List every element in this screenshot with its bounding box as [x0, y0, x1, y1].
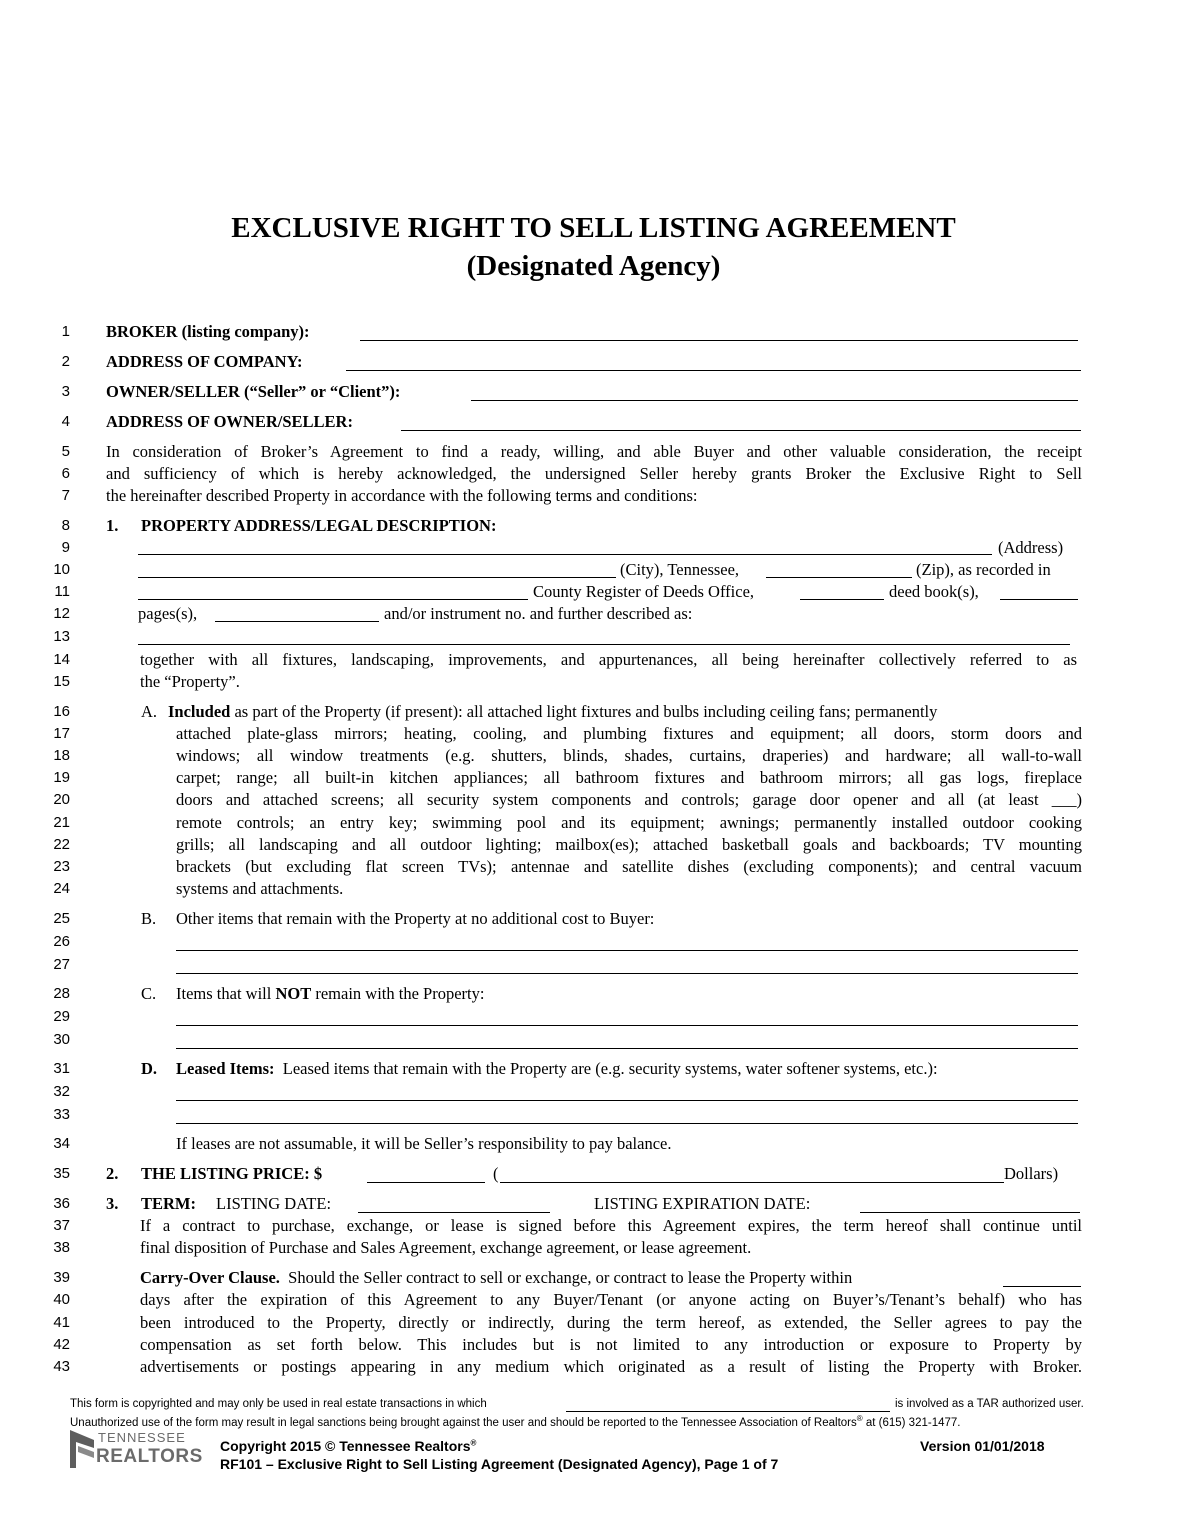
item-c-field[interactable]	[176, 1048, 1078, 1049]
listing-price-label: THE LISTING PRICE: $	[141, 1164, 323, 1183]
together-line: the “Property”.	[140, 672, 240, 691]
section-1-number: 1.	[106, 516, 119, 535]
line-number: 14	[53, 651, 70, 668]
owner-address-field[interactable]	[401, 430, 1081, 431]
footer-version: Version 01/01/2018	[920, 1438, 1045, 1454]
item-d-letter: D.	[141, 1059, 158, 1078]
line-number: 16	[53, 703, 70, 720]
line-number: 21	[53, 814, 70, 831]
deed-book-label: deed book(s),	[889, 582, 979, 601]
listing-date-label: LISTING DATE:	[216, 1194, 332, 1213]
carry-over-label: Carry-Over Clause.	[140, 1268, 280, 1287]
item-b-field[interactable]	[176, 973, 1078, 974]
copyright-text: Copyright 2015 © Tennessee Realtors	[220, 1438, 471, 1454]
address-label: (Address)	[998, 538, 1064, 557]
line-number: 42	[53, 1336, 70, 1353]
item-b-field[interactable]	[176, 950, 1078, 951]
expiration-date-label: LISTING EXPIRATION DATE:	[594, 1194, 811, 1213]
item-a-first-line	[168, 702, 937, 722]
listing-price-words-field[interactable]	[500, 1182, 1004, 1183]
together-line: together with all fixtures, landscaping, improvements, and appurtenances, all being hereinafter collectively referred to as	[140, 650, 1077, 669]
item-b-text: Other items that remain with the Property at no additional cost to Buyer:	[176, 909, 655, 928]
logo-tennessee: TENNESSEE	[98, 1430, 186, 1445]
item-c-text	[176, 984, 484, 1004]
company-address-label: ADDRESS OF COMPANY:	[106, 352, 303, 371]
item-a-line: attached plate-glass mirrors; heating, cooling, and plumbing fixtures and equipment; all doors, storm doors and	[176, 724, 1082, 743]
line-number: 12	[53, 605, 70, 622]
line-number: 38	[53, 1239, 70, 1256]
leased-items-text: Leased items that remain with the Property are (e.g. security systems, water softener systems, etc.):	[282, 1059, 938, 1078]
line-number: 19	[53, 769, 70, 786]
legal-description-field[interactable]	[138, 644, 1070, 645]
section-1-heading: PROPERTY ADDRESS/LEGAL DESCRIPTION:	[141, 516, 497, 535]
listing-date-field[interactable]	[358, 1212, 550, 1213]
intro-line: In consideration of Broker’s Agreement to find a ready, willing, and able Buyer and other valuable consideration, the receipt	[106, 442, 1082, 461]
deed-book-value-field[interactable]	[1000, 599, 1078, 600]
item-c-pre: Items that will	[176, 984, 272, 1003]
footer-form-id: RF101 – Exclusive Right to Sell Listing Agreement (Designated Agency), Page 1 of 7	[220, 1456, 779, 1472]
expiration-date-field[interactable]	[860, 1212, 1080, 1213]
line-number: 30	[53, 1031, 70, 1048]
line-number: 25	[53, 910, 70, 927]
carry-over-line: advertisements or postings appearing in any medium which originated as a result of listing the Property with Broker.	[140, 1357, 1082, 1376]
item-c-not: NOT	[275, 984, 312, 1003]
line-number: 2	[61, 353, 70, 370]
broker-field[interactable]	[360, 340, 1078, 341]
term-label: TERM:	[141, 1194, 196, 1213]
line-number: 1	[61, 323, 70, 340]
line-number: 13	[53, 628, 70, 645]
registered-mark: ®	[856, 1414, 863, 1423]
county-label: County Register of Deeds Office,	[533, 582, 755, 601]
item-a-line: windows; all window treatments (e.g. shutters, blinds, shades, curtains, draperies) and hardware; all wall-to-wall	[176, 746, 1082, 765]
footer-copy-post: is involved as a TAR authorized user.	[895, 1398, 1084, 1410]
item-b-letter: B.	[141, 909, 157, 928]
line-number: 10	[53, 561, 70, 578]
footer-phone: at (615) 321-1477.	[862, 1416, 961, 1429]
owner-address-label: ADDRESS OF OWNER/SELLER:	[106, 412, 353, 431]
intro-line: and sufficiency of which is hereby acknowledged, the undersigned Seller hereby grants Broker the Exclusive Right to Sell	[106, 464, 1082, 483]
item-c-post: remain with the Property:	[315, 984, 485, 1003]
line-number: 4	[61, 413, 70, 430]
line-number: 7	[61, 487, 70, 504]
line-number: 9	[61, 539, 70, 556]
carry-over-line: days after the expiration of this Agreement to any Buyer/Tenant (or anyone acting on Buyer’s/Tenant’s behalf) who has	[140, 1290, 1082, 1309]
line-number: 40	[53, 1291, 70, 1308]
item-c-letter: C.	[141, 984, 157, 1003]
pages-field[interactable]	[215, 621, 379, 622]
line-number: 39	[53, 1269, 70, 1286]
footer-copy-pre: This form is copyrighted and may only be used in real estate transactions in which	[70, 1398, 487, 1410]
instrument-label: and/or instrument no. and further described as:	[384, 604, 693, 623]
realtors-mark-icon	[68, 1428, 98, 1470]
carry-over-line: compensation as set forth below. This includes but is not limited to any introduction or exposure to Property by	[140, 1335, 1082, 1354]
line-number: 35	[53, 1165, 70, 1182]
line-number: 24	[53, 880, 70, 897]
document-subtitle: (Designated Agency)	[466, 250, 721, 282]
line-number: 17	[53, 725, 70, 742]
deed-book-field[interactable]	[800, 599, 884, 600]
item-a-line: systems and attachments.	[176, 879, 344, 898]
registered-mark: ®	[470, 1438, 477, 1448]
line-number: 23	[53, 858, 70, 875]
footer-authorized-user-field[interactable]	[566, 1411, 890, 1412]
line-number: 3	[61, 383, 70, 400]
document-title: EXCLUSIVE RIGHT TO SELL LISTING AGREEMENT	[231, 212, 956, 244]
carry-over-line: been introduced to the Property, directly or indirectly, during the term hereof, as extended, the Seller agrees to pay the	[140, 1313, 1082, 1332]
section-3-number: 3.	[106, 1194, 119, 1213]
line-number: 6	[61, 465, 70, 482]
broker-label: BROKER (listing company):	[106, 322, 310, 341]
line-number: 8	[61, 517, 70, 534]
zip-label: (Zip), as recorded in	[916, 560, 1051, 579]
item-a-line: doors and attached screens; all security system components and controls; garage door opener and all (at least ___)	[176, 790, 1082, 809]
logo-realtors: REALTORS	[96, 1446, 203, 1467]
line-number: 37	[53, 1217, 70, 1234]
city-field[interactable]	[138, 577, 616, 578]
carry-over-first-line	[140, 1268, 852, 1288]
item-d-field[interactable]	[176, 1100, 1078, 1101]
line-number: 15	[53, 673, 70, 690]
line-number: 43	[53, 1358, 70, 1375]
line-number: 18	[53, 747, 70, 764]
item-c-field[interactable]	[176, 1025, 1078, 1026]
section-2-number: 2.	[106, 1164, 119, 1183]
owner-seller-label: OWNER/SELLER (“Seller” or “Client”):	[106, 382, 401, 401]
line-number: 33	[53, 1106, 70, 1123]
zip-field[interactable]	[766, 577, 912, 578]
item-a-line: remote controls; an entry key; swimming pool and its equipment; awnings; permanently installed outdoor cooking	[176, 813, 1082, 832]
line-number: 27	[53, 956, 70, 973]
line-number: 36	[53, 1195, 70, 1212]
company-address-field[interactable]	[346, 370, 1081, 371]
term-body-line: final disposition of Purchase and Sales Agreement, exchange agreement, or lease agreement.	[140, 1238, 752, 1257]
line-number: 41	[53, 1314, 70, 1331]
footer-unauthorized	[70, 1414, 960, 1429]
line-number: 34	[53, 1135, 70, 1152]
footer-unauthorized-text: Unauthorized use of the form may result in legal sanctions being brought against the user and should be reported to the Tennessee Association of Realtors	[70, 1416, 857, 1429]
line-number: 20	[53, 791, 70, 808]
owner-seller-field[interactable]	[471, 400, 1078, 401]
item-a-line: brackets (but excluding flat screen TVs); antennae and satellite dishes (excluding components); and central vacuum	[176, 857, 1082, 876]
leased-items-label: Leased Items:	[176, 1059, 275, 1078]
carry-over-days-field[interactable]	[1003, 1286, 1081, 1287]
line-number: 22	[53, 836, 70, 853]
item-d-field[interactable]	[176, 1123, 1078, 1124]
line-number: 11	[54, 583, 70, 600]
line-number: 32	[53, 1083, 70, 1100]
line-number: 26	[53, 933, 70, 950]
item-d-text	[176, 1059, 938, 1079]
dollars-label: Dollars)	[1004, 1164, 1059, 1183]
included-text: as part of the Property (if present): all attached light fixtures and bulbs including ceiling fans; permanently	[234, 702, 938, 721]
carry-over-text: Should the Seller contract to sell or exchange, or contract to lease the Property within	[288, 1268, 853, 1287]
item-a-letter: A.	[141, 702, 158, 721]
line-number: 5	[61, 443, 70, 460]
line-number: 31	[53, 1060, 70, 1077]
footer-copyright	[220, 1438, 476, 1454]
included-label: Included	[168, 702, 231, 721]
line-number: 29	[53, 1008, 70, 1025]
city-label: (City), Tennessee,	[620, 560, 740, 579]
tennessee-realtors-logo	[68, 1428, 203, 1472]
item-a-line: carpet; range; all built-in kitchen appliances; all bathroom fixtures and bathroom mirrors; all gas logs, fireplace	[176, 768, 1082, 787]
line-number: 28	[53, 985, 70, 1002]
listing-price-paren: (	[493, 1164, 499, 1183]
property-address-field[interactable]	[138, 554, 992, 555]
item-a-line: grills; all landscaping and all outdoor lighting; mailbox(es); attached basketball goals and backboards; TV mounting	[176, 835, 1082, 854]
pages-label: pages(s),	[138, 604, 198, 623]
leases-note: If leases are not assumable, it will be Seller’s responsibility to pay balance.	[176, 1134, 672, 1153]
listing-price-field[interactable]	[367, 1182, 485, 1183]
intro-line: the hereinafter described Property in accordance with the following terms and conditions:	[106, 486, 698, 505]
county-field[interactable]	[138, 599, 528, 600]
term-body-line: If a contract to purchase, exchange, or lease is signed before this Agreement expires, the term hereof shall continue until	[140, 1216, 1082, 1235]
